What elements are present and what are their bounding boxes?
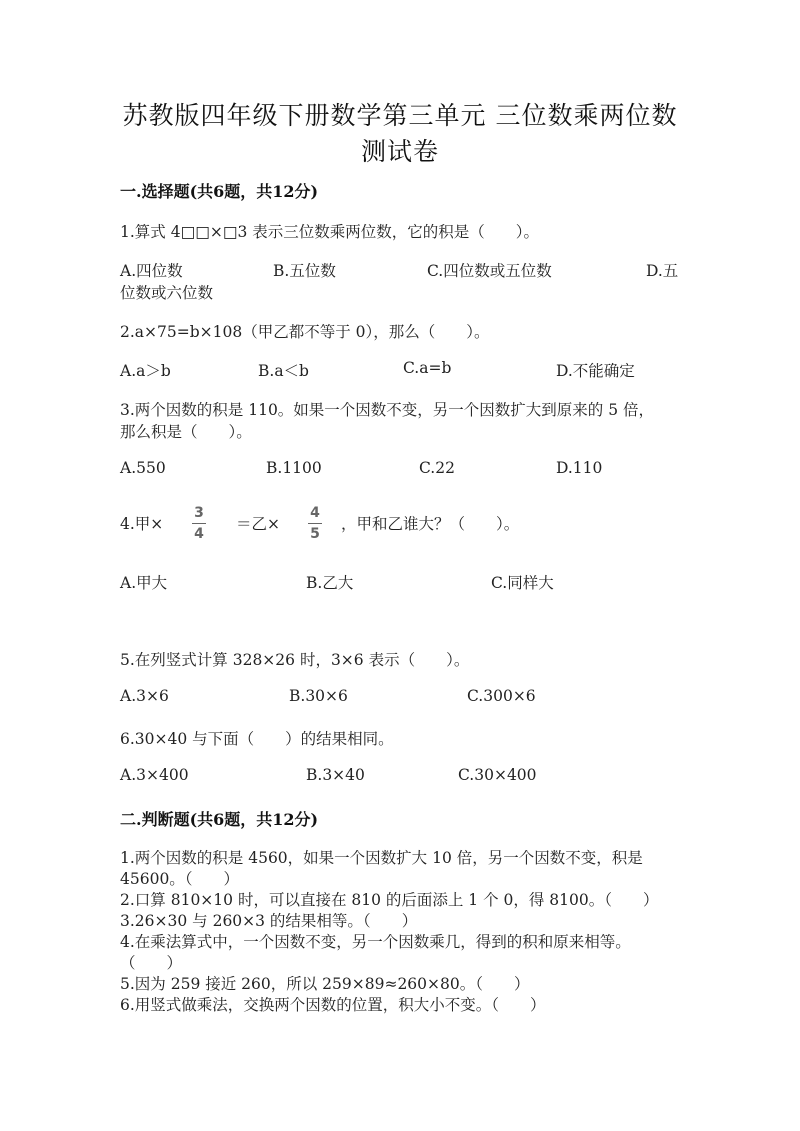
fraction-2-numerator: 4	[310, 505, 320, 521]
question-1-option-b: B.五位数	[273, 262, 336, 280]
question-3-stem-line-2: 那么积是（ ）。	[120, 423, 252, 441]
question-4-stem-part-1: 4.甲×	[120, 515, 164, 533]
judgement-4-line-1: 4.在乘法算式中，一个因数不变，另一个因数乘几，得到的积和原来相等。	[120, 933, 631, 951]
question-6-option-b: B.3×40	[306, 766, 365, 784]
judgement-2: 2.口算 810×10 时，可以直接在 810 的后面添上 1 个 0，得 8100。（ ）	[120, 891, 659, 909]
section-heading-multiple-choice: 一.选择题(共6题，共12分)	[120, 182, 319, 201]
question-5-option-c: C.300×6	[467, 687, 536, 705]
question-2-option-c: C.a=b	[403, 359, 452, 377]
question-5-option-b: B.30×6	[289, 687, 348, 705]
section-heading-true-false: 二.判断题(共6题，共12分)	[120, 810, 319, 829]
question-4-stem-part-3: ，甲和乙谁大？（ ）。	[341, 515, 520, 533]
question-3-option-a: A.550	[120, 459, 166, 477]
fraction-four-fifths	[305, 505, 325, 542]
question-2-option-b: B.a＜b	[258, 362, 309, 380]
question-4-option-b: B.乙大	[306, 574, 354, 592]
page-title-line-1: 苏教版四年级下册数学第三单元 三位数乘两位数	[122, 101, 678, 130]
question-1-option-c: C.四位数或五位数	[427, 262, 552, 280]
fraction-three-quarters	[189, 505, 209, 542]
question-6-option-a: A.3×400	[120, 766, 189, 784]
question-5-stem: 5.在列竖式计算 328×26 时，3×6 表示（ ）。	[120, 651, 470, 669]
question-6-stem: 6.30×40 与下面（ ）的结果相同。	[120, 730, 394, 748]
page-title-line-2: 测试卷	[360, 137, 439, 166]
question-3-option-b: B.1100	[266, 459, 322, 477]
fraction-2-bar	[308, 523, 322, 524]
question-3-option-d: D.110	[556, 459, 603, 477]
question-1-option-a: A.四位数	[120, 262, 183, 280]
question-1-option-d: D.五	[646, 262, 679, 280]
question-2-option-a: A.a＞b	[120, 362, 171, 380]
question-6-option-c: C.30×400	[458, 766, 537, 784]
question-3-stem-line-1: 3.两个因数的积是 110。如果一个因数不变，另一个因数扩大到原来的 5 倍，	[120, 401, 655, 419]
fraction-1-numerator: 3	[194, 505, 204, 521]
question-4-option-c: C.同样大	[491, 574, 554, 592]
judgement-1-line-1: 1.两个因数的积是 4560，如果一个因数扩大 10 倍，另一个因数不变，积是	[120, 849, 643, 867]
judgement-5: 5.因为 259 接近 260，所以 259×89≈260×80。（ ）	[120, 975, 530, 993]
question-5-option-a: A.3×6	[120, 687, 169, 705]
question-2-option-d: D.不能确定	[556, 362, 635, 380]
judgement-6: 6.用竖式做乘法，交换两个因数的位置，积大小不变。（ ）	[120, 996, 546, 1014]
judgement-4-line-2: （ ）	[120, 954, 183, 972]
fraction-1-bar	[192, 523, 206, 524]
fraction-2-denominator: 5	[310, 526, 320, 542]
question-2-stem: 2.a×75=b×108（甲乙都不等于 0），那么（ ）。	[120, 323, 490, 341]
judgement-1-line-2: 45600。（ ）	[120, 870, 240, 888]
question-3-option-c: C.22	[419, 459, 455, 477]
question-1-stem: 1.算式 4□□×□3 表示三位数乘两位数，它的积是（ ）。	[120, 223, 540, 241]
question-1-option-d-continued: 位数或六位数	[120, 284, 214, 302]
fraction-1-denominator: 4	[194, 526, 204, 542]
question-4-stem-part-2: ＝乙×	[236, 515, 280, 533]
question-4-option-a: A.甲大	[120, 574, 168, 592]
judgement-3: 3.26×30 与 260×3 的结果相等。（ ）	[120, 912, 418, 930]
